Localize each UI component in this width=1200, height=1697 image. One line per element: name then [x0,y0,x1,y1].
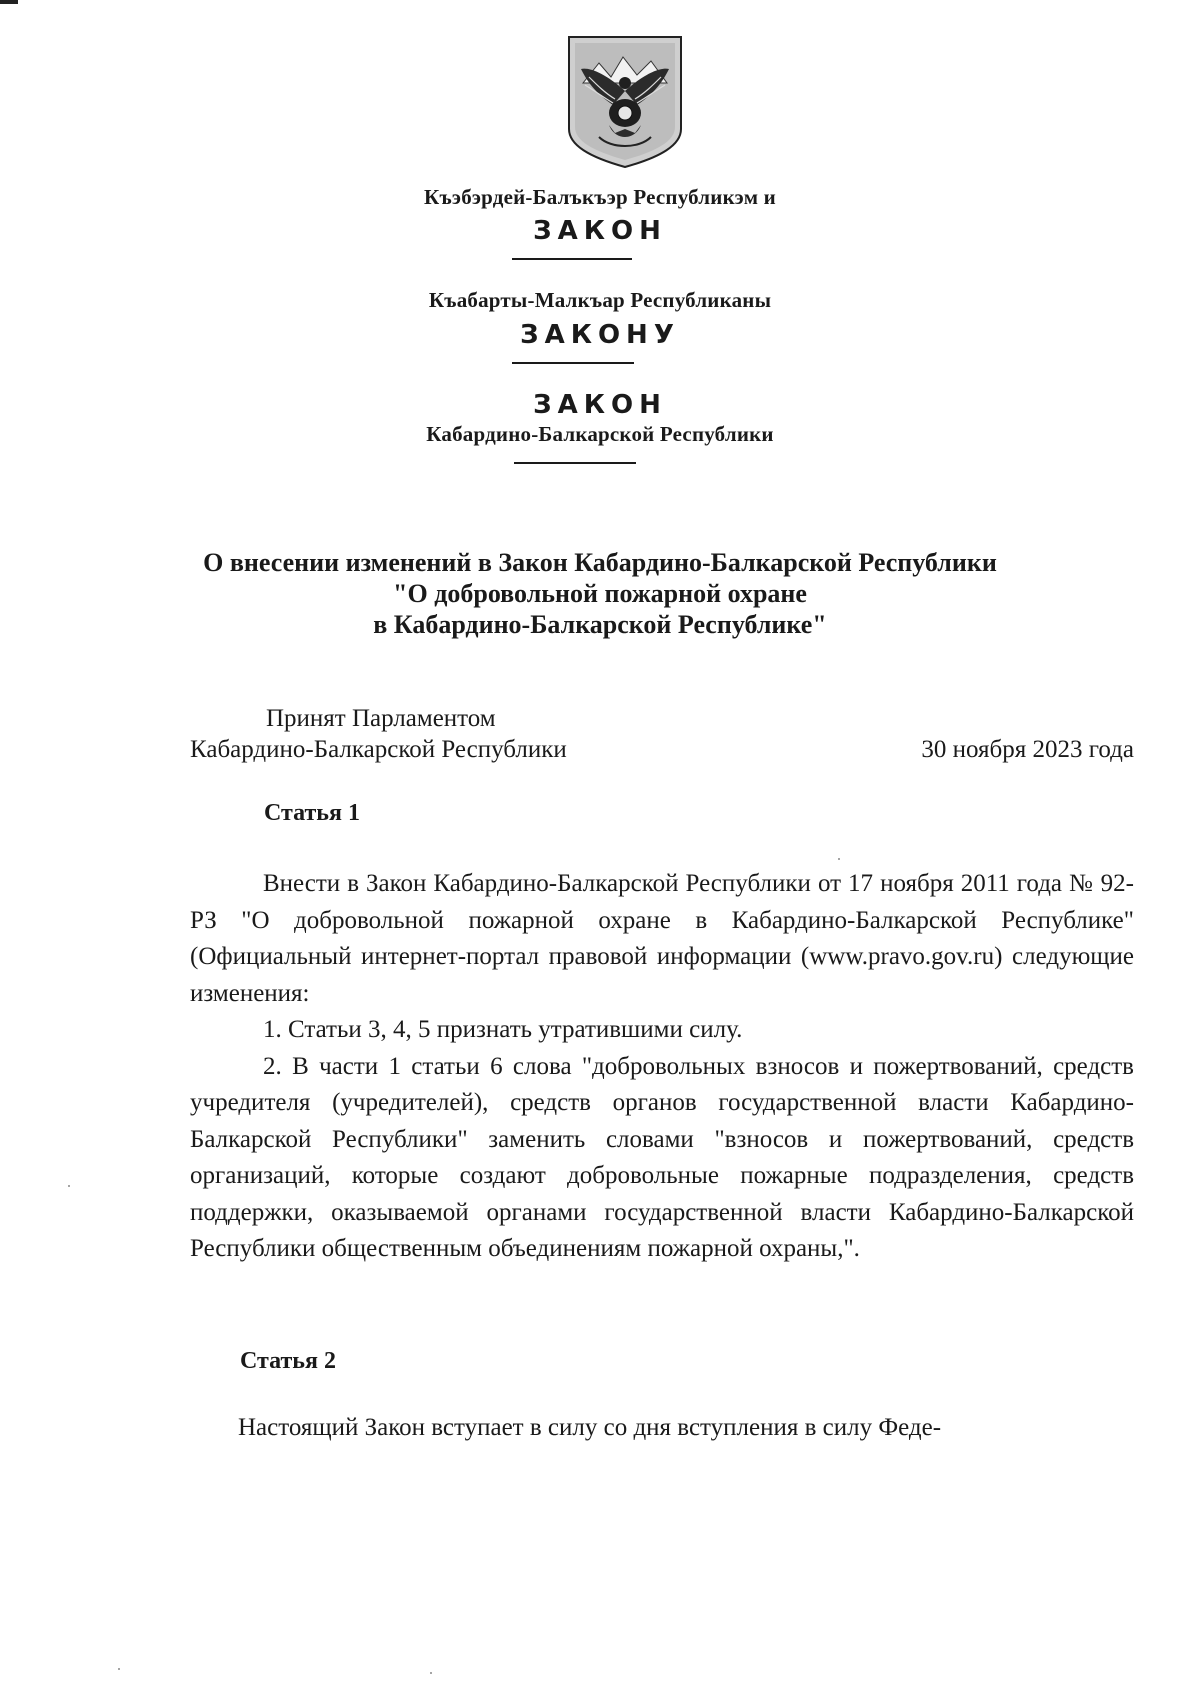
article-2-title: Статья 2 [240,1348,336,1374]
scan-speck [118,1668,120,1670]
law-word-balkar: ЗАКОНУ [520,320,680,350]
scan-corner-mark [0,0,18,4]
coat-of-arms-emblem [565,33,685,171]
article-1-item-1: 1. Статьи 3, 4, 5 признать утратившими силу. [263,1016,743,1043]
article-2-paragraph: Настоящий Закон вступает в силу со дня вступления в силу Феде- [238,1414,942,1441]
law-heading-line3: в Кабардино-Балкарской Республике" [373,610,827,639]
article-1-intro: Внести в Закон Кабардино-Балкарской Республики от 17 ноября 2011 года № 92-РЗ "О добровольной пожарной охране в Кабардино-Балкарской Республике" (Официальный интернет-портал правовой информации (www.pravo.gov.ru) следующие изменения: [190,870,1134,1007]
adopted-line1: Принят Парламентом [266,705,496,732]
title-kabardian: Къэбэрдей-Балъкъэр Республикэм и [424,185,776,209]
divider-kabardian [512,258,632,260]
adopted-line2: Кабардино-Балкарской Республики [190,736,567,763]
adoption-date: 30 ноября 2023 года [921,736,1134,763]
law-word-russian: ЗАКОН [533,390,667,420]
law-word-kabardian: ЗАКОН [533,216,667,246]
article-1-item-2: 2. В части 1 статьи 6 слова "добровольных взносов и пожертвований, средств учредителя (учредителей), средств органов государственной власти Кабардино-Балкарской Республики" заменить словами "взносов и пожертвований, средств организаций, которые создают добровольные пожарные подразделения, средств поддержки, оказываемой органами государственной власти Кабардино-Балкарской Республики общественным объединениям пожарной охраны,". [190,1052,1134,1262]
article-2-body [190,1410,1134,1447]
law-heading-line2: "О добровольной пожарной охране [393,579,807,608]
divider-russian [514,462,636,464]
law-heading-line1: О внесении изменений в Закон Кабардино-Балкарской Республики [203,548,997,577]
scan-speck [430,1672,432,1674]
divider-balkar [512,362,634,364]
article-1-title: Статья 1 [264,800,360,826]
article-1-body [190,866,1134,1268]
title-balkar: Къабарты-Малкъар Республиканы [428,288,772,312]
scan-speck [838,858,840,860]
title-russian: Кабардино-Балкарской Республики [426,422,774,446]
scan-speck [68,1185,70,1187]
